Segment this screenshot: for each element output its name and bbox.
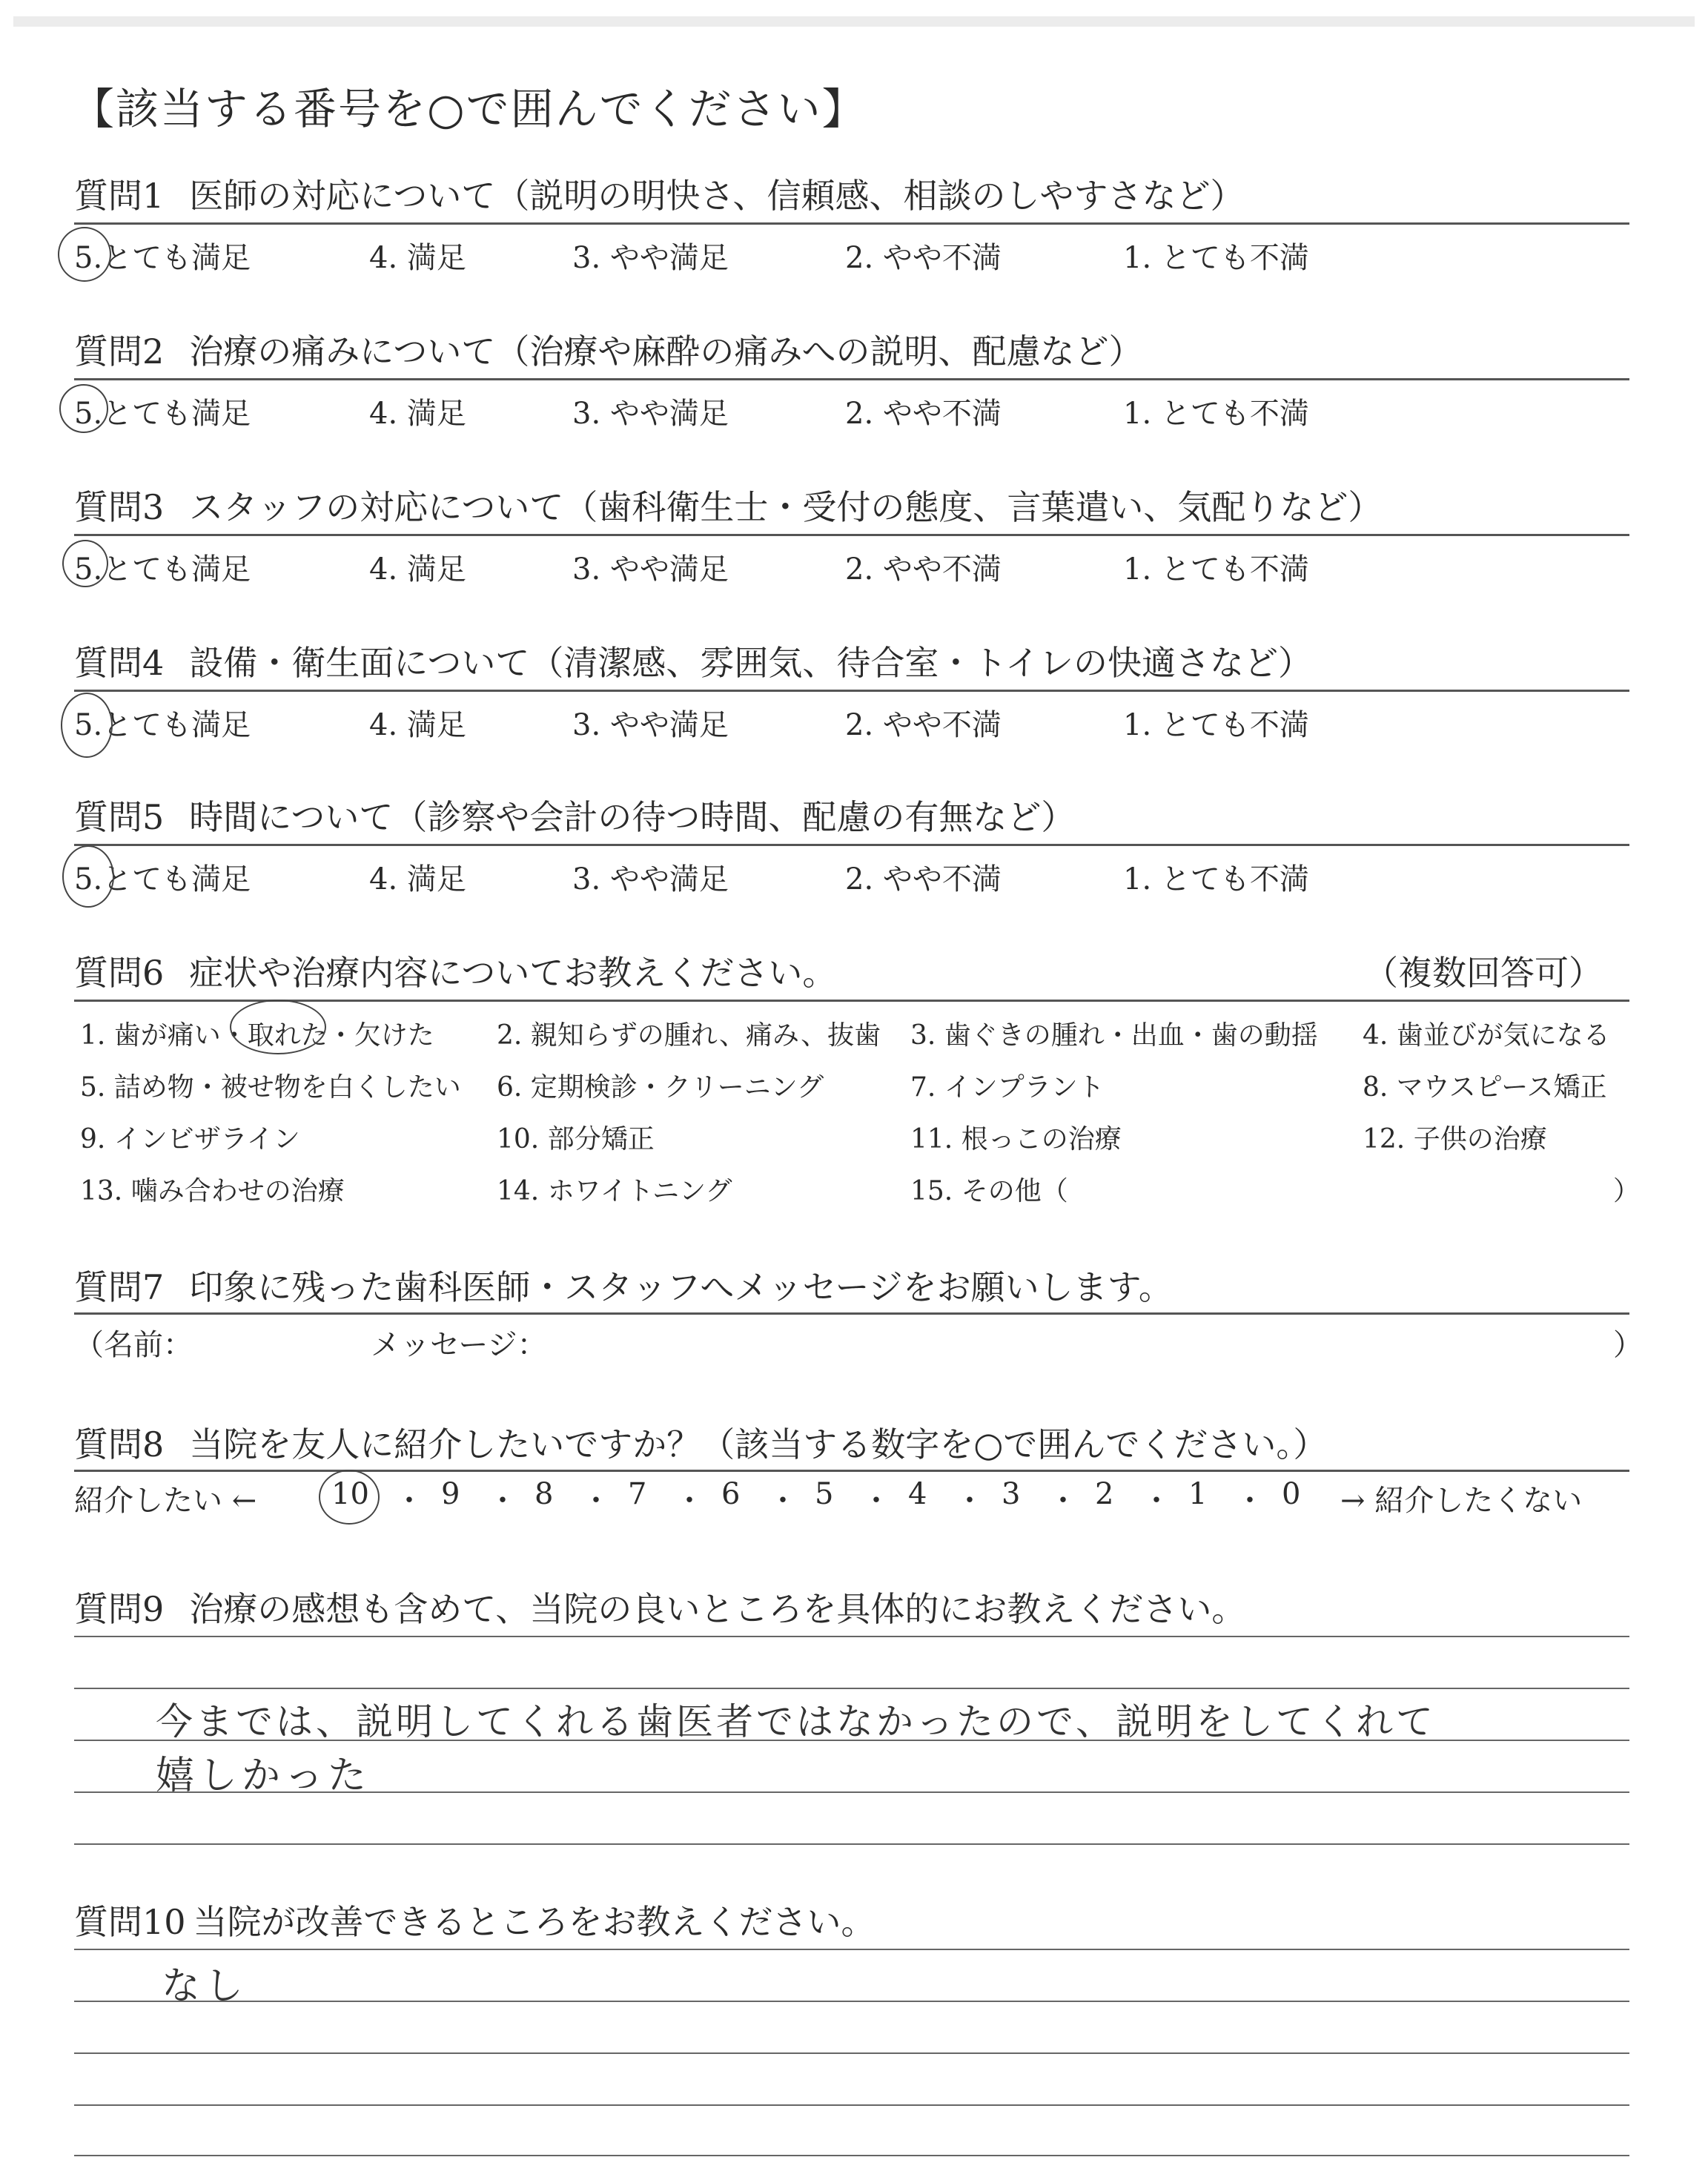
q4-option-5[interactable]: 5.とても満足 xyxy=(74,708,251,742)
score-9[interactable]: 9 xyxy=(441,1477,460,1511)
answer-line xyxy=(74,1843,1629,1845)
score-separator: ・ xyxy=(1235,1484,1265,1518)
q4-option-2[interactable]: 2. やや不満 xyxy=(845,708,1002,742)
q6-option-14[interactable]: 14. ホワイトニング xyxy=(497,1176,732,1206)
score-4[interactable]: 4 xyxy=(908,1477,927,1511)
question-number: 質問2 xyxy=(74,331,165,371)
question-text: 症状や治療内容についてお教えください。 xyxy=(189,953,837,993)
q9-handwritten-answer-line-1: 今までは、説明してくれる歯医者ではなかったので、説明をしてくれて xyxy=(156,1700,1436,1743)
selected-circle-mark xyxy=(62,845,114,908)
score-3[interactable]: 3 xyxy=(1002,1477,1021,1511)
question-number: 質問3 xyxy=(74,487,165,527)
selected-circle-mark xyxy=(59,384,108,433)
q4-option-3[interactable]: 3. やや満足 xyxy=(572,708,729,742)
divider xyxy=(74,1470,1629,1472)
not-recommend-label: → 紹介したくない xyxy=(1340,1484,1583,1518)
q6-option-13[interactable]: 13. 噛み合わせの治療 xyxy=(80,1176,345,1206)
scan-top-edge xyxy=(13,16,1695,27)
divider xyxy=(74,378,1629,380)
q2-option-5[interactable]: 5.とても満足 xyxy=(74,397,251,431)
selected-circle-mark xyxy=(230,1000,326,1054)
q5-option-4[interactable]: 4. 満足 xyxy=(369,862,466,896)
q6-option-3[interactable]: 3. 歯ぐきの腫れ・出血・歯の動揺 xyxy=(910,1020,1318,1051)
q3-option-3[interactable]: 3. やや満足 xyxy=(572,552,729,587)
name-label: （名前： xyxy=(74,1328,193,1362)
q3-option-1[interactable]: 1. とても不満 xyxy=(1123,552,1309,587)
divider xyxy=(74,690,1629,692)
q5-option-5[interactable]: 5.とても満足 xyxy=(74,862,251,896)
score-5[interactable]: 5 xyxy=(815,1477,834,1511)
score-separator: ・ xyxy=(488,1484,517,1518)
question-text: 医師の対応について（説明の明快さ、信頼感、相談のしやすさなど） xyxy=(189,176,1245,216)
answer-line xyxy=(74,2104,1629,2106)
q6-option-8[interactable]: 8. マウスピース矯正 xyxy=(1363,1072,1607,1103)
q6-option-7[interactable]: 7. インプラント xyxy=(910,1072,1105,1103)
question-number: 質問8 xyxy=(74,1424,165,1464)
question-5 xyxy=(74,790,1075,839)
question-text: 治療の感想も含めて、当院の良いところを具体的にお教えください。 xyxy=(189,1589,1246,1629)
question-8 xyxy=(74,1418,1327,1467)
q2-option-1[interactable]: 1. とても不満 xyxy=(1123,397,1309,431)
q3-option-2[interactable]: 2. やや不満 xyxy=(845,552,1002,587)
q6-option-9[interactable]: 9. インビザライン xyxy=(80,1124,300,1155)
q6-option-2[interactable]: 2. 親知らずの腫れ、痛み、抜歯 xyxy=(497,1020,881,1051)
q1-option-3[interactable]: 3. やや満足 xyxy=(572,241,729,275)
divider xyxy=(74,534,1629,536)
question-text: スタッフの対応について（歯科衛生士・受付の態度、言葉遣い、気配りなど） xyxy=(189,487,1383,527)
question-10 xyxy=(74,1895,875,1944)
question-7 xyxy=(74,1261,1173,1309)
q1-option-4[interactable]: 4. 満足 xyxy=(369,241,466,275)
q6-other-close-paren: ） xyxy=(1613,1176,1641,1206)
selected-circle-mark xyxy=(62,540,108,587)
q2-option-3[interactable]: 3. やや満足 xyxy=(572,397,729,431)
score-separator: ・ xyxy=(1048,1484,1078,1518)
score-1[interactable]: 1 xyxy=(1188,1477,1208,1511)
score-separator: ・ xyxy=(768,1484,798,1518)
q9-handwritten-answer-line-2: 嬉しかった xyxy=(156,1754,371,1798)
question-text: 印象に残った歯科医師・スタッフへメッセージをお願いします。 xyxy=(189,1267,1173,1307)
question-number: 質問10 xyxy=(74,1902,186,1942)
q5-option-1[interactable]: 1. とても不満 xyxy=(1123,862,1309,896)
score-separator: ・ xyxy=(581,1484,611,1518)
q4-option-4[interactable]: 4. 満足 xyxy=(369,708,466,742)
divider xyxy=(74,222,1629,225)
question-3 xyxy=(74,480,1382,529)
answer-line xyxy=(74,2001,1629,2002)
q2-option-2[interactable]: 2. やや不満 xyxy=(845,397,1002,431)
question-text: 治療の痛みについて（治療や麻酔の痛みへの説明、配慮など） xyxy=(189,331,1143,371)
q6-option-12[interactable]: 12. 子供の治療 xyxy=(1363,1124,1547,1155)
score-10[interactable]: 10 xyxy=(331,1477,369,1511)
q7-close-paren: ） xyxy=(1613,1328,1643,1362)
selected-circle-mark xyxy=(319,1470,380,1525)
question-number: 質問7 xyxy=(74,1267,165,1307)
answer-line xyxy=(74,2155,1629,2156)
answer-line xyxy=(74,1949,1629,1950)
q6-option-1[interactable]: 1. 歯が痛い・取れた・欠けた xyxy=(80,1020,434,1051)
q2-option-4[interactable]: 4. 満足 xyxy=(369,397,466,431)
score-separator: ・ xyxy=(394,1484,424,1518)
score-7[interactable]: 7 xyxy=(628,1477,647,1511)
score-2[interactable]: 2 xyxy=(1095,1477,1114,1511)
q6-option-11[interactable]: 11. 根っこの治療 xyxy=(910,1124,1122,1155)
question-6 xyxy=(74,946,836,995)
q6-option-15[interactable]: 15. その他（ xyxy=(910,1176,1068,1206)
q3-option-4[interactable]: 4. 満足 xyxy=(369,552,466,587)
question-number: 質問6 xyxy=(74,953,165,993)
multiple-answers-note: （複数回答可） xyxy=(1364,953,1603,993)
question-9 xyxy=(74,1582,1245,1631)
score-0[interactable]: 0 xyxy=(1282,1477,1301,1511)
q1-option-5[interactable]: 5.とても満足 xyxy=(74,241,251,275)
answer-line xyxy=(74,1636,1629,1637)
question-text: 設備・衛生面について（清潔感、雰囲気、待合室・トイレの快適さなど） xyxy=(189,643,1313,683)
answer-line xyxy=(74,2052,1629,2054)
question-number: 質問1 xyxy=(74,176,165,216)
selected-circle-mark xyxy=(61,693,113,758)
score-separator: ・ xyxy=(675,1484,704,1518)
answer-line xyxy=(74,1688,1629,1689)
recommend-label: 紹介したい ← xyxy=(74,1484,257,1518)
selected-circle-mark xyxy=(58,227,111,282)
score-6[interactable]: 6 xyxy=(721,1477,741,1511)
question-text: 当院が改善できるところをお教えください。 xyxy=(193,1902,875,1942)
q3-option-5[interactable]: 5.とても満足 xyxy=(74,552,251,587)
q5-option-2[interactable]: 2. やや不満 xyxy=(845,862,1002,896)
score-separator: ・ xyxy=(955,1484,984,1518)
question-number: 質問4 xyxy=(74,643,165,683)
question-number: 質問5 xyxy=(74,797,165,837)
score-separator: ・ xyxy=(861,1484,891,1518)
q1-option-2[interactable]: 2. やや不満 xyxy=(845,241,1002,275)
q6-option-10[interactable]: 10. 部分矯正 xyxy=(497,1124,655,1155)
question-4 xyxy=(74,636,1312,685)
q6-option-5[interactable]: 5. 詰め物・被せ物を白くしたい xyxy=(80,1072,461,1103)
q4-option-1[interactable]: 1. とても不満 xyxy=(1123,708,1309,742)
q6-option-6[interactable]: 6. 定期検診・クリーニング xyxy=(497,1072,824,1103)
divider xyxy=(74,1000,1629,1002)
message-label: メッセージ： xyxy=(371,1328,547,1362)
q10-handwritten-answer: なし xyxy=(162,1964,248,2009)
q5-option-3[interactable]: 3. やや満足 xyxy=(572,862,729,896)
question-2 xyxy=(74,325,1142,374)
q6-option-4[interactable]: 4. 歯並びが気になる xyxy=(1363,1020,1610,1051)
question-text: 時間について（診察や会計の待つ時間、配慮の有無など） xyxy=(189,797,1076,837)
question-1 xyxy=(74,169,1245,218)
divider xyxy=(74,844,1629,846)
page-title: 【該当する番号を○で囲んでください】 xyxy=(71,84,867,134)
question-number: 質問9 xyxy=(74,1589,165,1629)
score-8[interactable]: 8 xyxy=(534,1477,554,1511)
q1-option-1[interactable]: 1. とても不満 xyxy=(1123,241,1309,275)
question-text: 当院を友人に紹介したいですか？（該当する数字を○で囲んでください。） xyxy=(189,1424,1328,1464)
divider xyxy=(74,1312,1629,1315)
score-separator: ・ xyxy=(1142,1484,1171,1518)
